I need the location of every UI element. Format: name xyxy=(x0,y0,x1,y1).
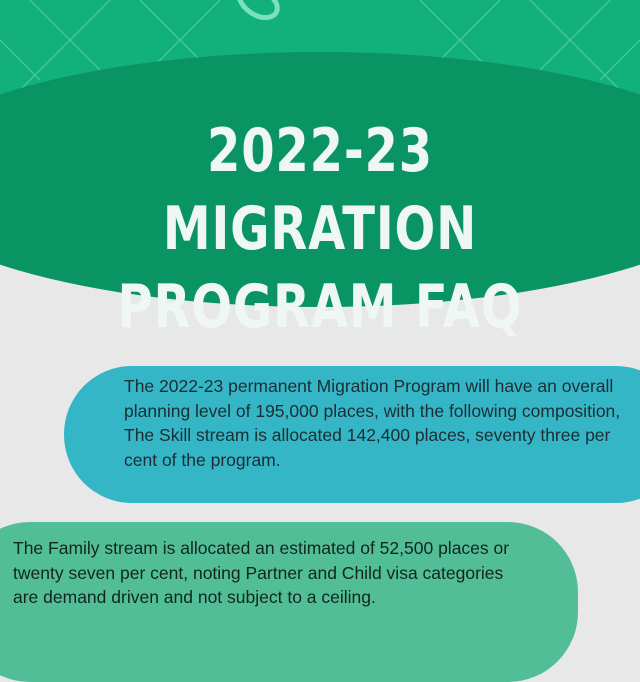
faq-card-skill-stream xyxy=(64,366,640,503)
page-title xyxy=(64,112,576,346)
title-line-2: PROGRAM FAQ xyxy=(117,272,523,342)
faq-card-family-stream xyxy=(0,522,578,682)
title-line-1: 2022-23 MIGRATION xyxy=(162,116,478,264)
swirl-ornament xyxy=(240,0,277,18)
faq-paragraph-1: The 2022-23 permanent Migration Program will have an overall planning level of 195,000 places, with the following composition, The Skill stream is allocated 142,400 places, seventy three per cent of the program. xyxy=(124,376,621,470)
faq-paragraph-2: The Family stream is allocated an estimated of 52,500 places or twenty seven per cent, noting Partner and Child visa categories are demand driven and not subject to a ceiling. xyxy=(13,538,510,607)
